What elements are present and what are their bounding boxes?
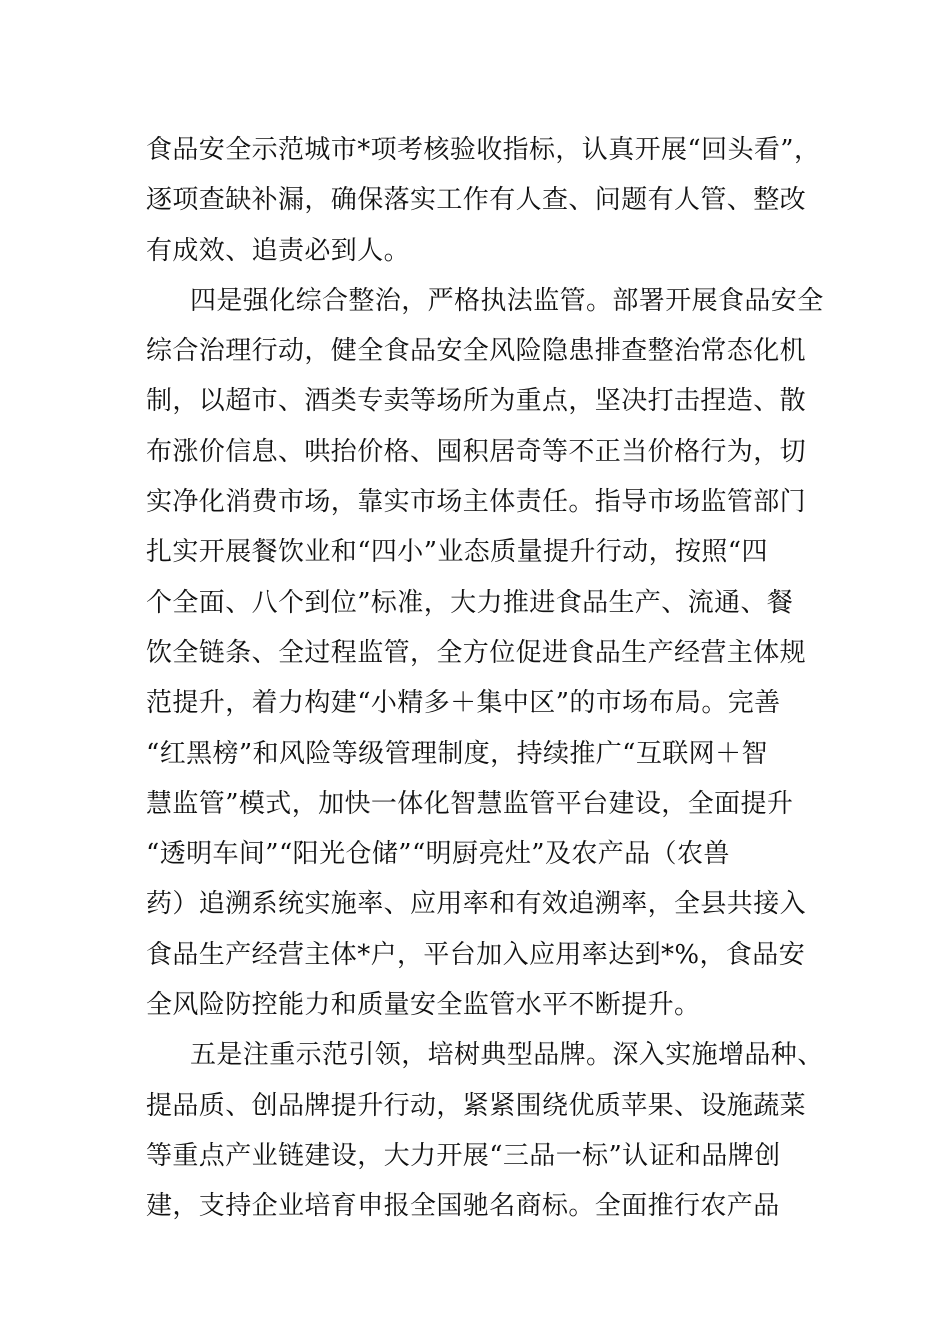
text-line: 药）追溯系统实施率、应用率和有效追溯率，全县共接入 <box>146 889 807 920</box>
text-line: 饮全链条、全过程监管，全方位促进食品生产经营主体规 <box>146 637 807 668</box>
text-line: 综合治理行动，健全食品安全风险隐患排查整治常态化机 <box>146 336 807 367</box>
paragraph-start-line: 四是强化综合整治，严格执法监管。部署开展食品安全 <box>190 285 824 316</box>
text-line: 范提升，着力构建“小精多＋集中区”的市场布局。完善 <box>146 688 781 719</box>
text-line: 食品生产经营主体*户，平台加入应用率达到*%，食品安 <box>146 939 806 970</box>
text-line: 个全面、八个到位”标准，大力推进食品生产、流通、餐 <box>146 587 794 618</box>
text-line: 实净化消费市场，靠实市场主体责任。指导市场监管部门 <box>146 487 807 518</box>
text-line: “红黑榜”和风险等级管理制度，持续推广“互联网＋智 <box>146 738 768 769</box>
text-line: 逐项查缺补漏，确保落实工作有人查、问题有人管、整改 <box>146 185 807 216</box>
text-line: 等重点产业链建设，大力开展“三品一标”认证和品牌创 <box>146 1140 781 1171</box>
text-line: 全风险防控能力和质量安全监管水平不断提升。 <box>146 990 701 1021</box>
text-line: 布涨价信息、哄抬价格、囤积居奇等不正当价格行为，切 <box>146 436 807 467</box>
text-line: 慧监管”模式，加快一体化智慧监管平台建设，全面提升 <box>146 788 794 819</box>
text-line: “透明车间”“阳光仓储”“明厨亮灶”及农产品（农兽 <box>146 839 730 870</box>
text-line: 提品质、创品牌提升行动，紧紧围绕优质苹果、设施蔬菜 <box>146 1090 807 1121</box>
text-line: 食品安全示范城市*项考核验收指标，认真开展“回头看”， <box>146 135 821 165</box>
text-line: 扎实开展餐饮业和“四小”业态质量提升行动，按照“四 <box>146 537 768 568</box>
body-text <box>146 125 824 1232</box>
text-line: 制，以超市、酒类专卖等场所为重点，坚决打击捏造、散 <box>146 386 807 417</box>
paragraph-start-line: 五是注重示范引领，培树典型品牌。深入实施增品种、 <box>190 1040 824 1071</box>
text-line: 建，支持企业培育申报全国驰名商标。全面推行农产品 <box>146 1191 780 1222</box>
text-line: 有成效、追责必到人。 <box>146 235 411 266</box>
